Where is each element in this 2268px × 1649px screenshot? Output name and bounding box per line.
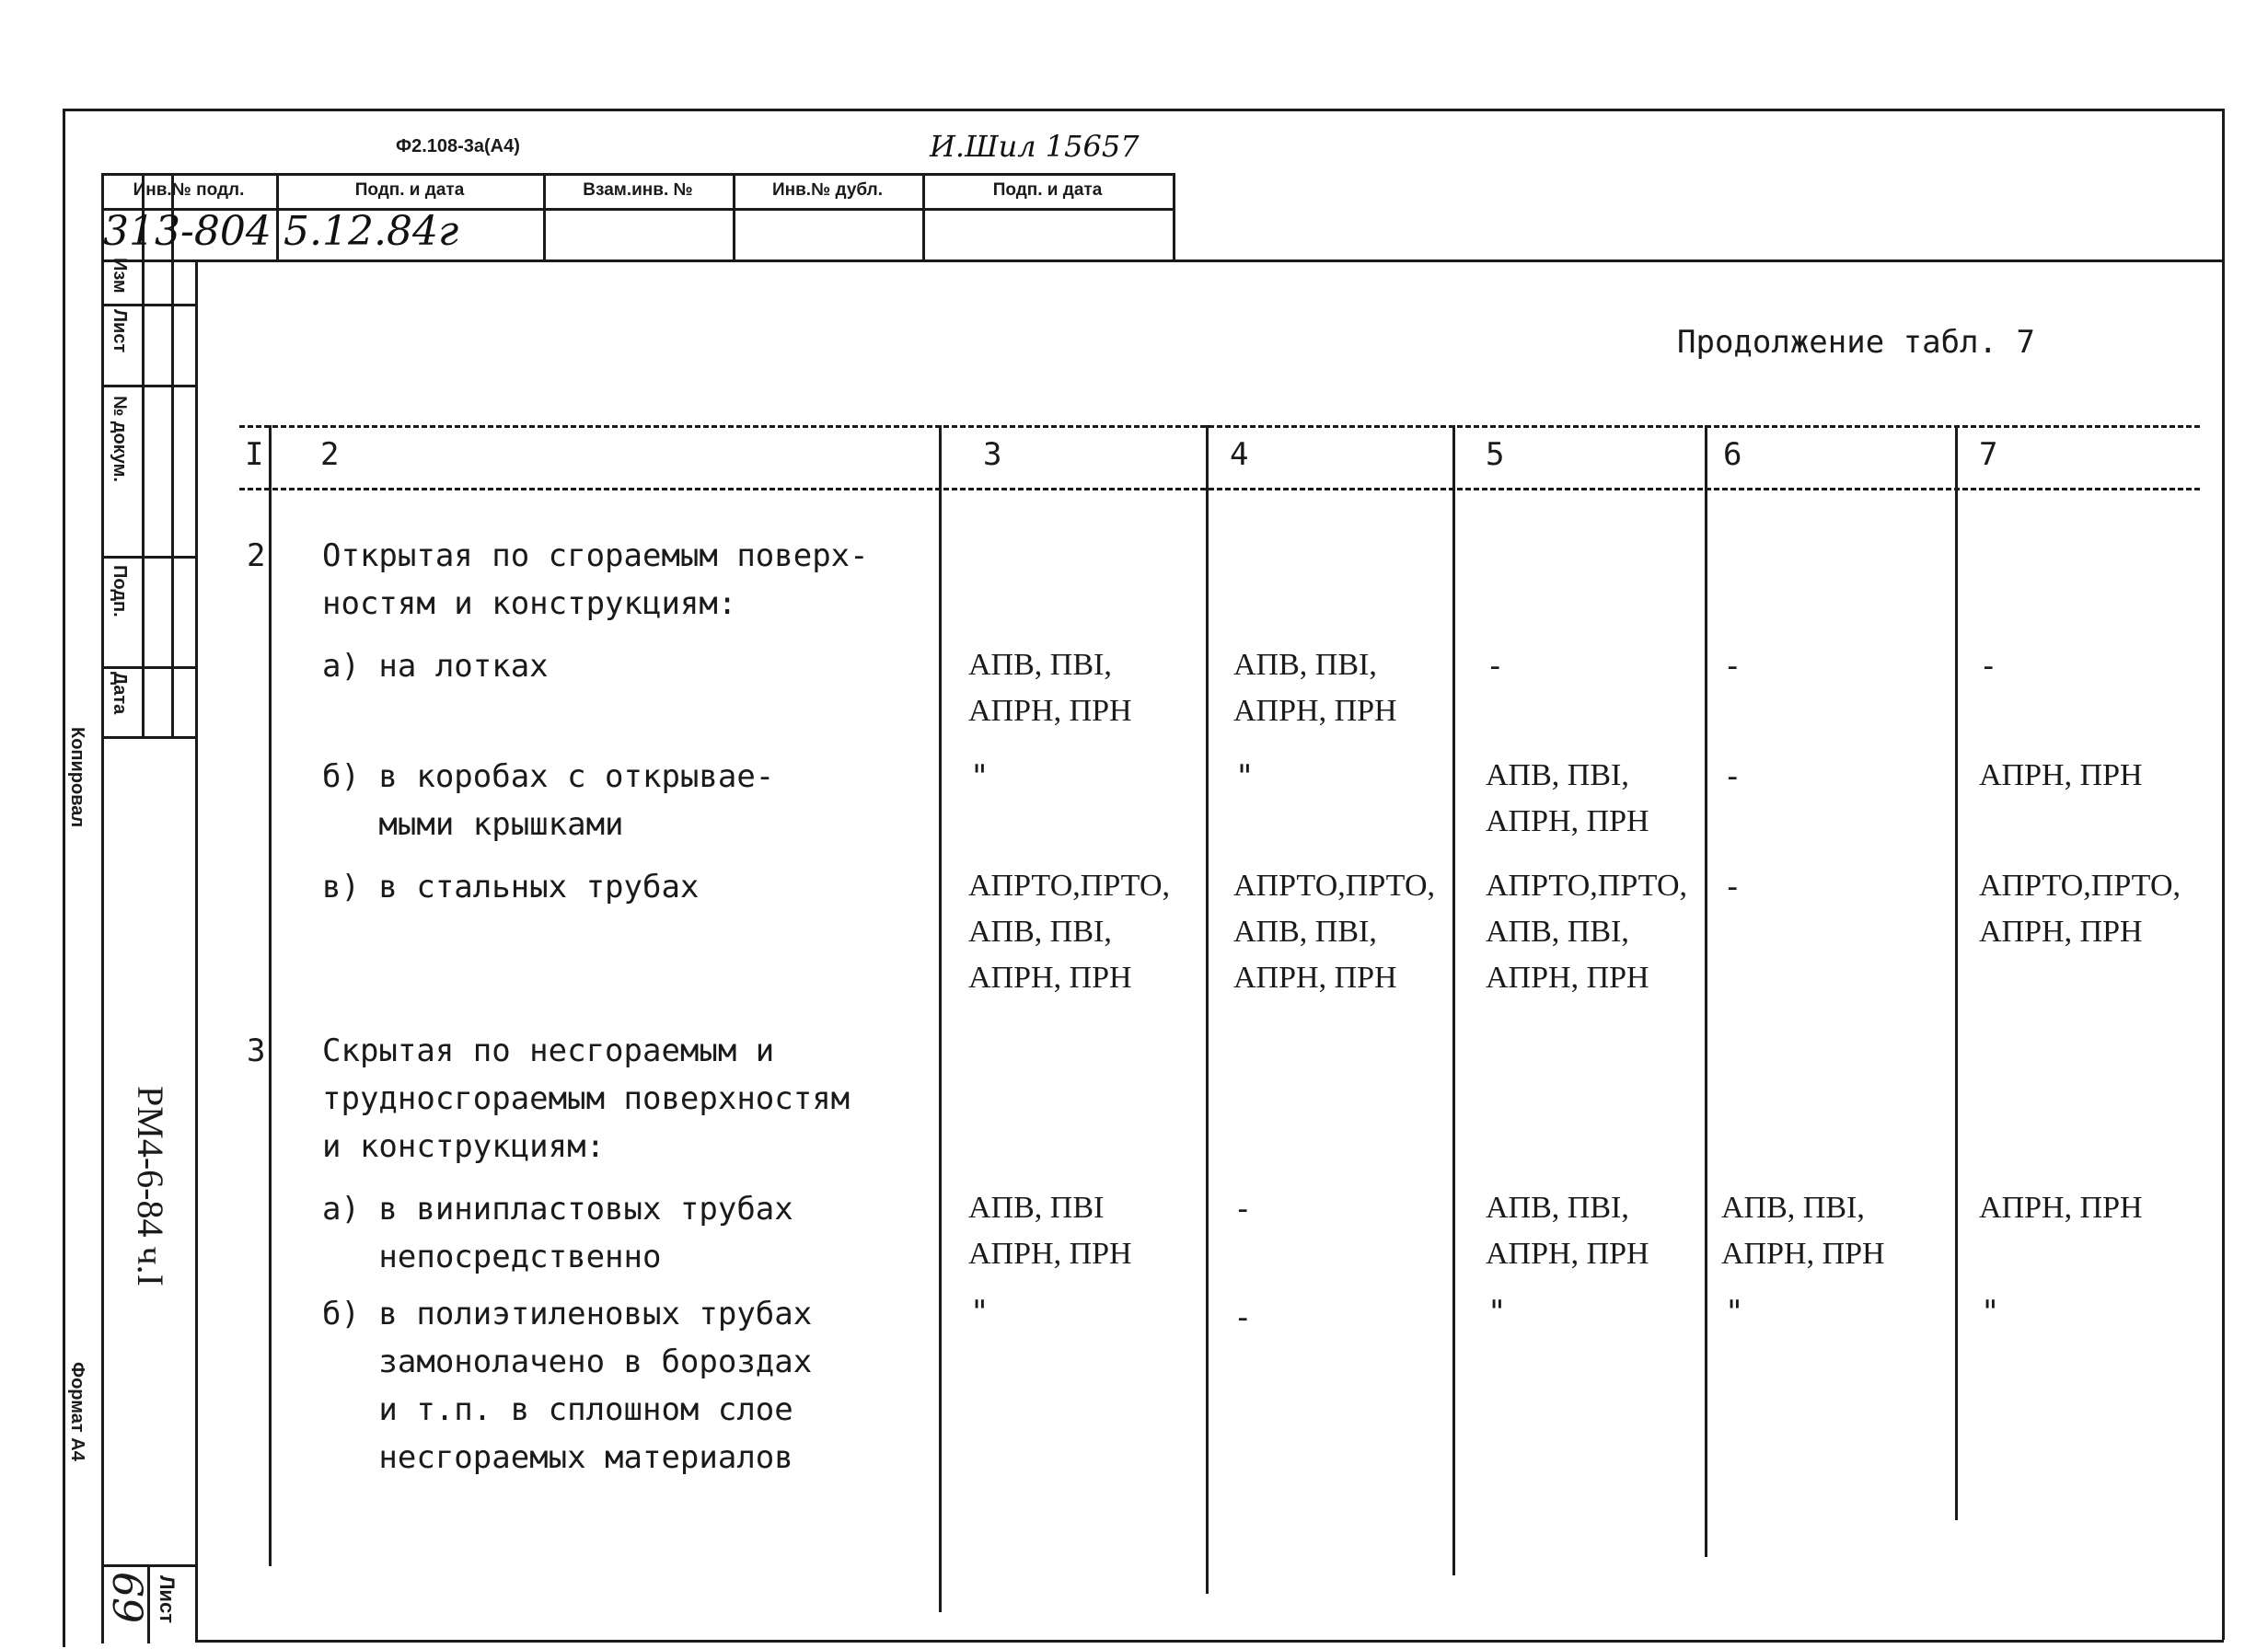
row-3a-c5: АПВ, ПВI, АПРН, ПРН — [1486, 1191, 1649, 1271]
inv-number: 313-804 — [103, 208, 272, 255]
side-row-line-4 — [101, 666, 195, 669]
col-header-3: 3 — [983, 436, 1002, 473]
side-label-izm: Изм — [110, 258, 130, 294]
row-2-text: Открытая по сгораемым поверх- ностям и конструкциям: — [322, 537, 869, 622]
row-2v-c4: АПРТО,ПРТО, АПВ, ПВI, АПРН, ПРН — [1233, 869, 1436, 995]
col-header-7: 7 — [1979, 436, 1998, 473]
col-line-a — [269, 425, 272, 1566]
col-line-e — [1705, 425, 1707, 1557]
stamp-sep-5 — [1173, 173, 1175, 259]
row-3a-c4: - — [1233, 1191, 1253, 1228]
row-2b-c4: " — [1235, 758, 1255, 795]
side-label-doc: № докум. — [110, 396, 130, 482]
row-2a-text: а) на лотках — [322, 648, 549, 685]
row-2b-c6: - — [1723, 758, 1742, 795]
row-2a-c7: - — [1979, 648, 1998, 685]
col-header-4: 4 — [1230, 436, 1249, 473]
side-row-line-3 — [101, 556, 195, 559]
row-2b-c5: АПВ, ПВI, АПРН, ПРН — [1486, 758, 1649, 838]
row-3b-c6: " — [1725, 1294, 1744, 1331]
side-col-line-2 — [142, 175, 145, 736]
sheet-label: Лист — [156, 1575, 179, 1623]
frame-right-outer — [2222, 109, 2225, 265]
signature-scribble: И.Шил 15657 — [930, 129, 1140, 164]
row-2a-c6: - — [1723, 648, 1742, 685]
side-label-sign: Подп. — [110, 565, 130, 617]
row-3a-c7: АПРН, ПРН — [1979, 1191, 2143, 1225]
sheet-number: 69 — [103, 1572, 150, 1623]
col-line-d — [1452, 425, 1455, 1575]
side-label-format: Формат А4 — [67, 1362, 87, 1461]
row-3b-c7: " — [1981, 1294, 2000, 1331]
stamp-label-replaced: Взам.инв. № — [583, 180, 693, 200]
row-2a-c5: - — [1486, 648, 1505, 685]
side-label-date: Дата — [110, 672, 130, 715]
side-row-line-2 — [101, 385, 195, 387]
col-line-f — [1955, 425, 1958, 1520]
sign-date: 5.12.84г — [284, 208, 459, 255]
row-3-num: 3 — [247, 1032, 266, 1069]
frame-bottom-inner — [195, 1640, 2224, 1643]
side-row-line-5 — [101, 736, 195, 739]
row-3a-c3: АПВ, ПВI АПРН, ПРН — [968, 1191, 1132, 1271]
row-2v-c5: АПРТО,ПРТО, АПВ, ПВI, АПРН, ПРН — [1486, 869, 1688, 995]
side-label-list: Лист — [110, 309, 130, 353]
row-3b-c4: - — [1233, 1299, 1253, 1336]
row-3b-text: б) в полиэтиленовых трубах замонолачено в бороздах и т.п. в сплошном слое несгораемых материалов — [322, 1296, 813, 1476]
frame-left-outer — [63, 109, 65, 1647]
frame-right-inner — [2222, 259, 2225, 1640]
form-code: Ф2.108-3а(А4) — [396, 136, 520, 156]
side-label-copied: Копировал — [67, 727, 87, 828]
col-header-2: 2 — [320, 436, 340, 473]
table-caption: Продолжение табл. 7 — [1677, 324, 2035, 361]
frame-top-outer — [63, 109, 2222, 111]
frame-left-inner — [195, 259, 198, 1640]
row-3b-c3: " — [970, 1294, 989, 1331]
row-2a-c3: АПВ, ПВI, АПРН, ПРН — [968, 648, 1132, 728]
table-header-bottom — [239, 488, 2200, 490]
col-line-c — [1206, 425, 1209, 1594]
row-2b-c7: АПРН, ПРН — [1979, 758, 2143, 792]
row-2b-text: б) в коробах с открывае- мыми крышками — [322, 758, 775, 843]
stamp-label-sign-date-2: Подп. и дата — [992, 180, 1103, 200]
row-3a-text: а) в винипластовых трубах непосредственно — [322, 1191, 793, 1275]
col-header-1: I — [245, 436, 264, 473]
col-header-6: 6 — [1723, 436, 1742, 473]
row-2v-c6: - — [1723, 869, 1742, 905]
table-header-top — [239, 425, 2200, 428]
col-line-b — [939, 425, 942, 1612]
side-col-line-3 — [171, 175, 174, 736]
row-3-text: Скрытая по несгораемым и трудносгораемым поверхностям и конструкциям: — [322, 1032, 850, 1165]
doc-code: РМ4-6-84 ч.I — [130, 1086, 171, 1286]
stamp-label-dup: Инв.№ дубл. — [771, 180, 884, 200]
row-2v-c3: АПРТО,ПРТО, АПВ, ПВI, АПРН, ПРН — [968, 869, 1171, 995]
col-header-5: 5 — [1486, 436, 1505, 473]
stamp-label-sign-date: Подп. и дата — [354, 180, 465, 200]
row-2-num: 2 — [247, 537, 266, 574]
side-row-line-1 — [101, 304, 195, 306]
stamp-top-line — [101, 173, 1173, 176]
stamp-label-inv: Инв.№ подл. — [133, 180, 245, 200]
frame-top-inner — [101, 259, 2224, 262]
row-3a-c6: АПВ, ПВI, АПРН, ПРН — [1721, 1191, 1885, 1271]
row-2b-c3: " — [970, 758, 989, 795]
row-2v-text: в) в стальных трубах — [322, 869, 700, 905]
side-col-line-1 — [101, 175, 104, 1643]
row-2v-c7: АПРТО,ПРТО, АПРН, ПРН — [1979, 869, 2181, 949]
row-3b-c5: " — [1487, 1294, 1507, 1331]
row-2a-c4: АПВ, ПВI, АПРН, ПРН — [1233, 648, 1397, 728]
